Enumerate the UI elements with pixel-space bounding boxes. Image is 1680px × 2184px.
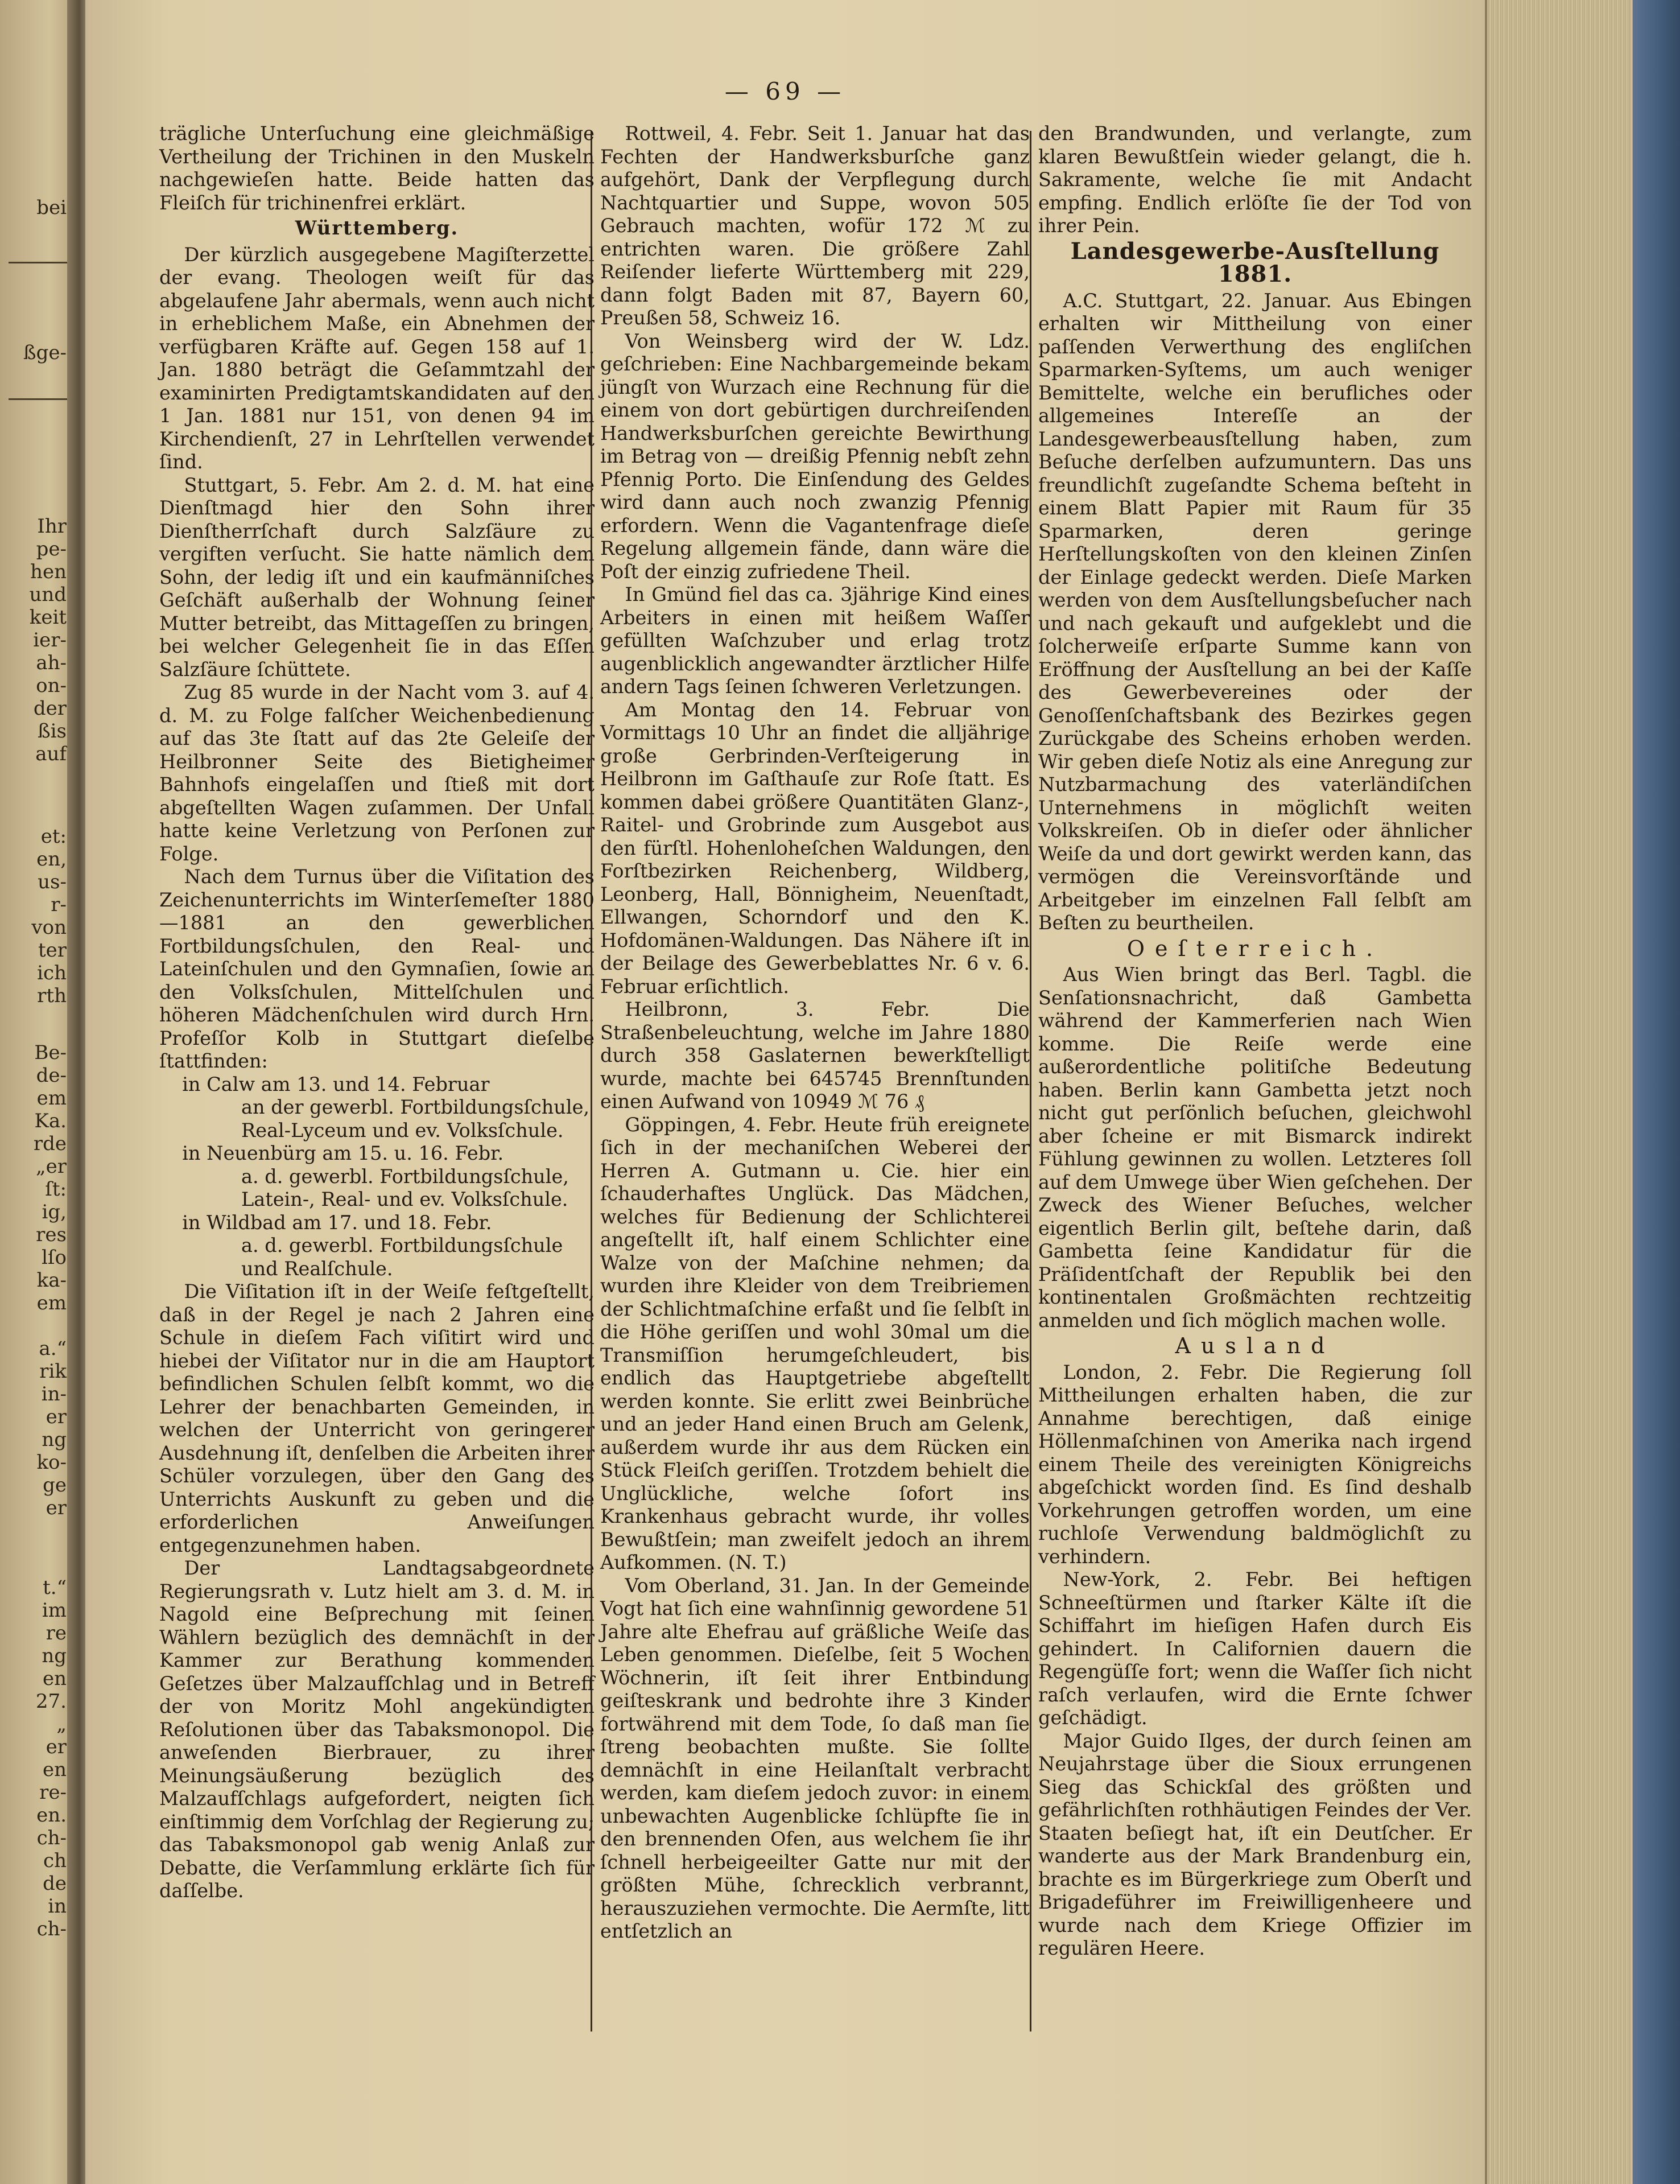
left-page-text-fragment: von: [31, 916, 67, 939]
article-paragraph: Göppingen, 4. Febr. Heute früh ereignete ſich in der mechaniſchen Weberei der Herren A. Gutmann u. Cie. hier ein ſchauderhaftes Unglück. Das Mädchen, welches für Bedienung der Schlichterei angeſtellt iſt, half einem Schlichter eine Walze von der Maſchine nehmen; da wurden ihre Kleider von dem Treibriemen der Schlichtmaſchine erfaßt und ſie ſelbſt in die Höhe geriſſen und wohl 30mal um die Transmiſſion herumgeſchleudert, bis endlich das Hauptgetriebe abgeſtellt werden konnte. Sie erlitt zwei Beinbrüche und an jeder Hand einen Bruch am Gelenk, außerdem wurde ihr aus dem Rücken ein Stück Fleiſch geriſſen. Trotzdem behielt die Unglückliche, welche ſofort ins Krankenhaus gebracht wurde, ihr volles Bewußtſein; man zweifelt jedoch an ihrem Aufkommen. (N. T.): [600, 1113, 1030, 1573]
article-paragraph: den Brandwunden, und verlangte, zum klaren Bewußtſein wieder gelangt, die h. Sakramente, welche ſie mit Andacht empfing. Endlich erlöſte ſie der Tod von ihrer Pein.: [1038, 122, 1472, 237]
article-paragraph: A.C. Stuttgart, 22. Januar. Aus Ebingen erhalten wir Mittheilung von einer paſſenden Verwerthung des engliſchen Sparmarken-Syſtems, um auch weniger Bemittelte, welche ein berufliches oder allgemeines Intereſſe an der Landesgewerbeausſtellung haben, zum Beſuche derſelben aufzumuntern. Das uns freundlichſt zugeſandte Schema beſteht in einem Blatt Papier mit Raum für 35 Sparmarken, deren geringe Herſtellungskoſten von den kleinen Zinſen der Einlage gedeckt werden. Dieſe Marken werden von dem Ausſtellungsbeſucher nach und nach gekauft und aufgeklebt und die ſolcherweiſe erſparte Summe kann von Eröffnung der Ausſtellung an bei der Kaſſe des Gewerbevereines oder der Genoſſenſchaftsbank des Bezirkes gegen Zurückgabe des Scheins erhoben werden. Wir geben dieſe Notiz als eine Anregung zur Nutzbarmachung des vaterländiſchen Unternehmens in möglichſt weiten Volkskreiſen. Ob in dieſer oder ähnlicher Weiſe da und dort gewirkt werden kann, das vermögen die Vereinsvorſtände und Arbeitgeber im einzelnen Fall ſelbſt am Beſten zu beurtheilen.: [1038, 289, 1472, 934]
left-page-text-fragment: Ka.: [34, 1110, 67, 1132]
left-page-text-fragment: re: [46, 1622, 67, 1645]
left-page-text-fragment: ka-: [36, 1269, 67, 1292]
article-paragraph: Stuttgart, 5. Febr. Am 2. d. M. hat eine Dienſtmagd hier den Sohn ihrer Dienſtherrſchaft durch Salzſäure zu vergiften verſucht. Sie hatte nämlich dem Sohn, der ledig iſt und ein kaufmänniſches Geſchäft außerhalb der Wohnung ſeiner Mutter betreibt, das Mittageſſen zu bringen, bei welcher Gelegenheit ſie in das Eſſen Salzſäure ſchüttete.: [159, 473, 595, 681]
left-page-text-fragment: ge: [43, 1474, 67, 1497]
left-page-text-fragment: rth: [37, 984, 67, 1007]
left-page-rule: [9, 398, 71, 400]
left-page-text-fragment: er: [46, 1497, 67, 1519]
left-page-text-fragment: ich: [37, 962, 67, 984]
article-paragraph: Von Weinsberg wird der W. Ldz. geſchrieben: Eine Nachbargemeinde bekam jüngſt von Wurzach eine Rechnung für die einem von dort gebürtigen durchreiſenden Handwerksburſchen gereichte Bewirthung im Betrag von — dreißig Pfennig nebſt zehn Pfennig Porto. Die Einſendung des Geldes wird dann auch noch zwanzig Pfennig erfordern. Wenn die Vagantenfrage dieſe Regelung allgemein fände, dann wäre die Poſt der einzig zufriedene Theil.: [600, 329, 1030, 583]
schedule-line: in Wildbad am 17. und 18. Febr.: [182, 1211, 492, 1234]
left-page-text-fragment: er: [46, 1736, 67, 1758]
section-heading: Landesgewerbe-Ausſtellung 1881.: [1070, 237, 1440, 287]
article-paragraph: Am Montag den 14. Februar von Vormittags 10 Uhr an findet die alljährige große Gerbrinden-Verſteigerung in Heilbronn im Gaſthauſe zur Roſe ſtatt. Es kommen dabei größere Quantitäten Glanz-, Raitel- und Grobrinde zum Ausgebot aus den fürſtl. Hohenloheſchen Waldungen, den Forſtbezirken Reichenberg, Wildberg, Leonberg, Hall, Bönnigheim, Neuenſtadt, Ellwangen, Schorndorf und den K. Hofdomänen-Waldungen. Das Nähere iſt in der Beilage des Gewerbeblattes Nr. 6 v. 6. Februar erſichtlich.: [600, 698, 1030, 998]
schedule-line: an der gewerbl. Fortbildungsſchule,: [241, 1096, 590, 1118]
left-page-text-fragment: ßis: [37, 720, 67, 743]
section-heading: Oeſterreich.: [1126, 936, 1384, 961]
left-page-rule: [9, 262, 71, 263]
left-page-text-fragment: ch-: [36, 1827, 67, 1849]
column-1: [159, 122, 595, 1903]
schedule-line: a. d. gewerbl. Fortbildungsſchule,: [241, 1165, 569, 1188]
left-page-text-fragment: ah-: [36, 652, 67, 674]
left-page-text-fragment: ko-: [36, 1451, 67, 1474]
article-paragraph: Der Landtagsabgeordnete Regierungsrath v. Lutz hielt am 3. d. M. in Nagold eine Beſprechung mit ſeinen Wählern bezüglich des demnächſt in der Kammer zur Berathung kommenden Geſetzes über Malzaufſchlag und in Betreff der von Moritz Mohl angekündigten Reſolutionen über das Tabaksmonopol. Die anweſenden Bierbrauer, zu ihrer Meinungsäußerung bezüglich des Malzaufſchlags aufgefordert, neigten ſich einſtimmig dem Vorſchlag der Regierung zu; das Tabaksmonopol gab wenig Anlaß zur Debatte, die Verſammlung erklärte ſich für daſſelbe.: [159, 1557, 595, 1902]
article-paragraph: London, 2. Febr. Die Regierung ſoll Mittheilungen erhalten haben, die zur Annahme berechtigen, daß einige Höllenmaſchinen von Amerika nach irgend einem Theile des vereinigten Königreichs abgeſchickt worden ſind. Es ſind deshalb Vorkehrungen getroffen worden, um eine ruchloſe Verwendung baldmöglichſt zu verhindern.: [1038, 1361, 1472, 1568]
schedule-line: und Realſchule.: [241, 1257, 393, 1280]
book-binding: [1633, 0, 1680, 2184]
left-page-text-fragment: r-: [51, 893, 67, 916]
left-page-text-fragment: ier-: [33, 629, 67, 652]
left-page-text-fragment: t.“: [43, 1576, 67, 1599]
article-paragraph: Die Viſitation iſt in der Weiſe feſtgeſtellt, daß in der Regel je nach 2 Jahren eine Schule in dieſem Fach viſitirt wird und hiebei der Viſitator nur in die am Hauptort befindlichen Schulen ſelbſt kommt, wo die Lehrer der benachbarten Gemeinden, in welchen der Unterricht von geringerer Ausdehnung iſt, denſelben die Arbeiten ihrer Schüler vorzulegen, über den Gang des Unterrichts Auskunft zu geben und die erforderlichen Anweiſungen entgegenzunehmen haben.: [159, 1280, 595, 1556]
left-page-text-fragment: a.“: [39, 1337, 67, 1360]
schedule-line: a. d. gewerbl. Fortbildungsſchule: [241, 1234, 563, 1256]
left-page-text-fragment: us-: [38, 871, 67, 893]
left-page-text-fragment: ng: [42, 1645, 67, 1667]
article-paragraph: Zug 85 wurde in der Nacht vom 3. auf 4. d. M. zu Folge falſcher Weichenbedienung auf das 3te ſtatt auf das 2te Geleiſe der Heilbronner Seite des Bietigheimer Bahnhofs eingelaſſen und ſtieß mit dort abgeſtellten Wagen zuſammen. Der Unfall hatte keine Verletzung von Perſonen zur Folge.: [159, 681, 595, 865]
schedule-line: in Calw am 13. und 14. Februar: [182, 1073, 490, 1095]
left-page-text-fragment: ng: [42, 1428, 67, 1451]
left-page-text-fragment: hen: [30, 561, 67, 583]
left-page-text-fragment: en: [42, 1667, 67, 1690]
left-page-text-fragment: ßge-: [23, 341, 67, 364]
left-page-text-fragment: on-: [36, 674, 67, 697]
left-page-text-fragment: er: [46, 1406, 67, 1428]
left-page-text-fragment: in-: [41, 1383, 67, 1406]
article-paragraph: Vom Oberland, 31. Jan. In der Gemeinde Vogt hat ſich eine wahnſinnig gewordene 51 Jahre alte Ehefrau auf gräßliche Weiſe das Leben genommen. Dieſelbe, ſeit 5 Wochen Wöchnerin, iſt ſeit ihrer Entbindung geiſteskrank und bedrohte ihre 3 Kinder fortwährend mit dem Tode, ſo daß man ſie ſtreng beobachten mußte. Sie ſollte demnächſt in eine Heilanſtalt verbracht werden, kam dieſem jedoch zuvor: in einem unbewachten Augenblicke ſchlüpfte ſie in den brennenden Ofen, aus welchem ſie ihr ſchnell herbeigeeilter Gatte nur mit der größten Mühe, ſchrecklich verbrannt, herauszuziehen vermochte. Die Aermſte, litt entſetzlich an: [600, 1574, 1030, 1942]
article-paragraph: New-York, 2. Febr. Bei heftigen Schneeſtürmen und ſtarker Kälte iſt die Schiffahrt im hieſigen Hafen durch Eis gehindert. In Californien dauern die Regengüſſe fort; wenn die Waſſer ſich nicht raſch verlaufen, wird die Ernte ſchwer geſchädigt.: [1038, 1568, 1472, 1729]
left-page-text-fragment: res: [36, 1223, 67, 1246]
left-page-text-fragment: „: [56, 1713, 67, 1736]
left-page-text-fragment: lſo: [42, 1246, 67, 1269]
left-page-text-fragment: ig,: [42, 1201, 67, 1223]
left-page-text-fragment: ch-: [36, 1918, 67, 1940]
left-page-text-fragment: rik: [39, 1360, 67, 1383]
article-paragraph: Heilbronn, 3. Febr. Die Straßenbeleuchtung, welche im Jahre 1880 durch 358 Gaslaternen bewerkſtelligt wurde, machte bei 645745 Brennſtunden einen Aufwand von 10949 ℳ 76 ₰: [600, 998, 1030, 1112]
left-page-text-fragment: en: [42, 1758, 67, 1781]
article-paragraph: Rottweil, 4. Febr. Seit 1. Januar hat das Fechten der Handwerksburſche ganz aufgehört, Dank der Verpflegung durch Nachtquartier und Suppe, wovon 505 Gebrauch machten, wofür 172 ℳ zu entrichten waren. Die größere Zahl Reiſender lieferte Württemberg mit 229, dann folgt Baden mit 87, Bayern 60, Preußen 58, Schweiz 16.: [600, 122, 1030, 329]
previous-page-fragment: [0, 0, 71, 2184]
page-number: — 69 —: [724, 77, 846, 105]
left-page-text-fragment: pe-: [36, 538, 67, 561]
article-paragraph: Aus Wien bringt das Berl. Tagbl. die Senſationsnachricht, daß Gambetta während der Kammerferien nach Wien komme. Die Reiſe werde eine außerordentliche politiſche Bedeutung haben. Berlin kann Gambetta jetzt noch nicht gut perſönlich beſuchen, gleichwohl aber ſcheine er mit Bismarck indirekt Fühlung gewinnen zu wollen. Letzteres ſoll auf dem Umwege über Wien geſchehen. Der Zweck des Wiener Beſuches, welcher eigentlich Berlin gilt, beſtehe darin, daß Gambetta ſeine Kandidatur für die Präſidentſchaft der Republik bei den kontinentalen Großmächten rechtzeitig anmelden und ſich möglich machen wolle.: [1038, 963, 1472, 1332]
left-page-text-fragment: rde: [33, 1132, 67, 1155]
article-paragraph: trägliche Unterſuchung eine gleichmäßige Vertheilung der Trichinen in den Muskeln nachgewieſen hatte. Beide hatten das Fleiſch für trichinenfrei erklärt.: [159, 122, 595, 214]
left-page-text-fragment: Ihr: [37, 515, 67, 538]
column-divider: [1030, 131, 1031, 2031]
left-page-text-fragment: im: [42, 1599, 67, 1622]
left-page-text-fragment: der: [33, 697, 67, 720]
left-page-text-fragment: ſt:: [45, 1178, 67, 1201]
left-page-text-fragment: in: [48, 1895, 67, 1918]
left-page-text-fragment: et:: [40, 825, 67, 848]
left-page-text-fragment: em: [36, 1292, 67, 1314]
left-page-text-fragment: ch: [43, 1849, 67, 1872]
column-3: [1038, 122, 1472, 1960]
left-page-text-fragment: bei: [36, 196, 67, 219]
left-page-text-fragment: „er: [36, 1155, 67, 1178]
left-page-text-fragment: 27.: [35, 1690, 67, 1713]
newspaper-page: [85, 0, 1485, 2184]
visitation-schedule: [159, 1073, 595, 1281]
article-paragraph: Major Guido Ilges, der durch ſeinen am Neujahrstage über die Sioux errungenen Sieg das Schickſal des größten und gefährlichſten rothhäutigen Feindes der Ver. Staaten beſiegt hat, iſt ein Deutſcher. Er wanderte aus der Mark Brandenburg ein, brachte es im Bürgerkriege zum Oberſt und Brigadeführer im Freiwilligenheere und wurde nach dem Kriege Offizier im regulären Heere.: [1038, 1729, 1472, 1959]
article-paragraph: Nach dem Turnus über die Viſitation des Zeichenunterrichts im Winterſemeſter 1880—1881 an den gewerblichen Fortbildungsſchulen, den Real- und Lateinſchulen und den Gymnaſien, ſowie an den Volksſchulen, Mittelſchulen und höheren Mädchenſchulen wird durch Hrn. Profeſſor Kolb in Stuttgart dieſelbe ſtattfinden:: [159, 866, 595, 1072]
page-edges: [1485, 0, 1635, 2184]
article-paragraph: Der kürzlich ausgegebene Magiſterzettel der evang. Theologen weiſt für das abgelaufene Jahr abermals, wenn auch nicht in erheblichem Maße, ein Abnehmen der verfügbaren Kräfte auf. Gegen 158 auf 1. Jan. 1880 beträgt die Geſammtzahl der examinirten Predigtamtskandidaten auf den 1 Jan. 1881 nur 151, von denen 94 im Kirchendienſt, 27 in Lehrſtellen verwendet ſind.: [159, 243, 595, 473]
schedule-line: in Neuenbürg am 15. u. 16. Febr.: [182, 1142, 504, 1164]
left-page-text-fragment: Be-: [34, 1041, 67, 1064]
left-page-text-fragment: em: [36, 1087, 67, 1110]
article-paragraph: In Gmünd fiel das ca. 3jährige Kind eines Arbeiters in einen mit heißem Waſſer gefüllten Waſchzuber und erlag trotz augenblicklich angewandter ärztlicher Hilfe andern Tags ſeinen ſchweren Verletzungen.: [600, 583, 1030, 698]
left-page-text-fragment: keit: [29, 606, 67, 629]
schedule-line: Real-Lyceum und ev. Volksſchule.: [241, 1119, 564, 1142]
left-page-text-fragment: de: [43, 1872, 67, 1895]
left-page-text-fragment: auf: [35, 743, 67, 765]
left-page-text-fragment: en,: [36, 848, 67, 871]
left-page-text-fragment: und: [29, 583, 67, 606]
left-page-text-fragment: re-: [39, 1781, 67, 1804]
column-2: [600, 122, 1030, 1943]
schedule-line: Latein-, Real- und ev. Volksſchule.: [241, 1188, 568, 1210]
section-heading: Ausland: [1175, 1333, 1335, 1358]
left-page-text-fragment: ter: [38, 939, 67, 962]
section-heading: Württemberg.: [295, 217, 459, 239]
left-page-text-fragment: en.: [36, 1804, 67, 1827]
left-page-text-fragment: de-: [36, 1064, 67, 1087]
